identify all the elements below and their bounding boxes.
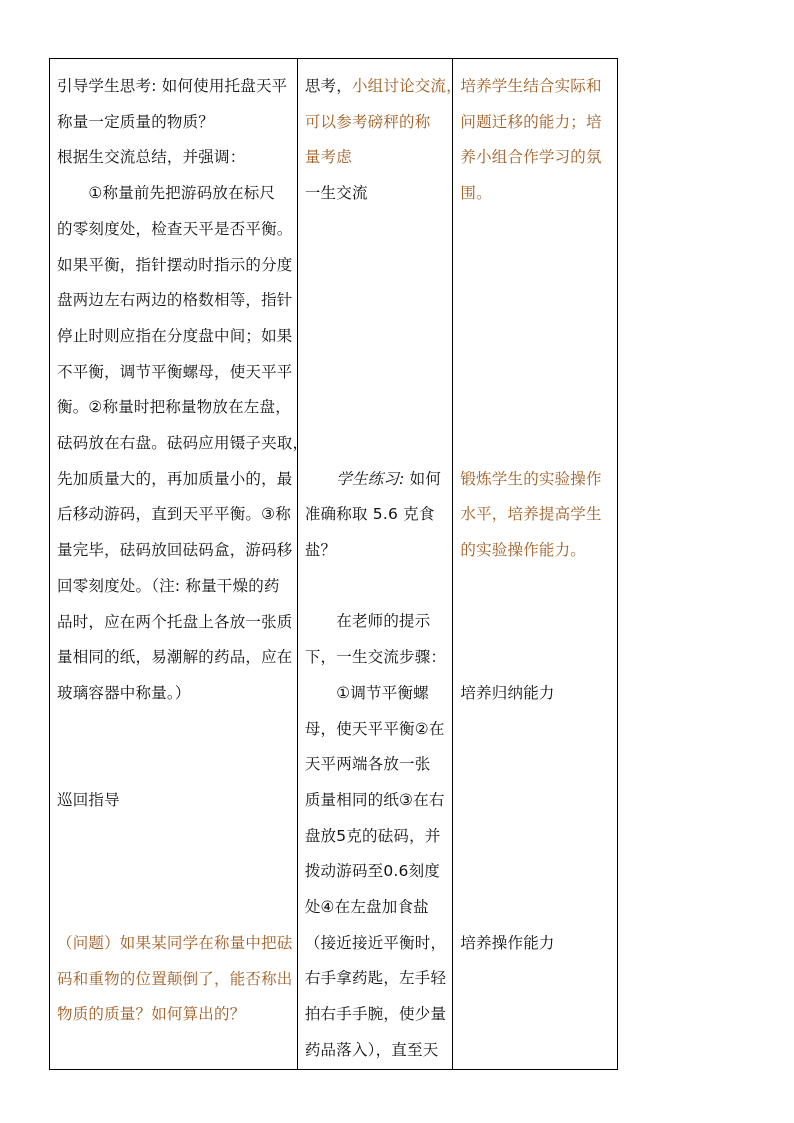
text-line: 后移动游码，直到天平平衡。③称 — [57, 505, 291, 524]
goal-line: 养小组合作学习的氛 — [460, 148, 602, 167]
question-line: 物质的质量？如何算出的？ — [57, 1005, 246, 1024]
goal-line: 的实验操作能力。 — [460, 541, 587, 560]
text-line: 可以参考磅秤的称 — [304, 112, 431, 131]
spacer — [460, 569, 611, 605]
text-line: 量考虑 — [304, 148, 352, 167]
spacer — [305, 426, 447, 462]
practice-text: 如何 — [404, 469, 442, 488]
text-line: 母，使天平平衡②在 — [304, 719, 445, 738]
text-line: 拨动游码至0.6刻度 — [304, 862, 441, 881]
spacer — [460, 426, 611, 462]
spacer — [57, 854, 291, 890]
goal-line: 培养归纳能力 — [460, 683, 555, 702]
text-line: 下，一生交流步骤： — [304, 648, 447, 667]
text-line: 拍右手手腕，使少量 — [304, 1005, 447, 1024]
text-line: 回零刻度处。（注: 称量干燥的药 — [57, 576, 280, 595]
spacer — [460, 783, 611, 819]
spacer — [460, 248, 611, 284]
practice-label: 学生练习: — [336, 469, 405, 488]
text-line: 停止时则应指在分度盘中间；如果 — [57, 326, 293, 345]
text-line: 药品落入），直至天 — [304, 1040, 439, 1059]
text-line: 衡。②称量时把称量物放在左盘， — [57, 398, 291, 417]
goal-line: 问题迁移的能力；培 — [460, 112, 602, 131]
teacher-activity-cell — [50, 59, 309, 1070]
text-line: 盘两边左右两边的格数相等，指针 — [57, 291, 293, 310]
text-line: 盐？ — [304, 541, 337, 560]
spacer — [305, 212, 447, 248]
spacer — [305, 355, 447, 391]
spacer — [460, 640, 611, 676]
text-line: 玻璃容器中称量。） — [57, 683, 191, 702]
text-line — [304, 69, 462, 105]
student-activity-cell — [297, 59, 462, 1070]
spacer — [460, 355, 611, 391]
spacer — [305, 390, 447, 426]
spacer — [460, 604, 611, 640]
spacer — [57, 819, 291, 855]
spacer — [305, 319, 447, 355]
spacer — [460, 212, 611, 248]
text-line: 盘放5克的砝码，并 — [304, 826, 441, 845]
text-line: 称量一定质量的物质？ — [57, 112, 215, 131]
question-line: 码和重物的位置颠倒了，能否称出 — [57, 969, 293, 988]
text-line: 处④在左盘加食盐 — [304, 898, 429, 917]
text-line: 右手拿药匙，左手轻 — [304, 969, 447, 988]
text-line: 如果平衡，指针摆动时指示的分度 — [57, 255, 293, 274]
patrol-guidance-text: 巡回指导 — [57, 791, 120, 810]
spacer — [460, 390, 611, 426]
spacer — [305, 569, 447, 605]
text-line: 质量相同的纸③在右 — [304, 790, 445, 809]
spacer — [460, 819, 611, 855]
text-line: 砝码放在右盘。砝码应用镊子夹取， — [57, 434, 309, 453]
goal-line: 锻炼学生的实验操作 — [460, 469, 602, 488]
goal-line: 围。 — [460, 184, 492, 203]
spacer — [305, 248, 447, 284]
text-line: 不平衡，调节平衡螺母，使天平平 — [57, 362, 293, 381]
text-line: 量完毕，砝码放回砝码盒，游码移 — [57, 541, 293, 560]
text-line: 天平两端各放一张 — [304, 755, 431, 774]
text-line: 的零刻度处，检查天平是否平衡。 — [57, 219, 293, 238]
text-line: ①称量前先把游码放在标尺 — [57, 184, 276, 203]
spacer — [57, 712, 291, 748]
goal-line: 水平，培养提高学生 — [460, 505, 602, 524]
text-line: 准确称取 5.6 克食 — [304, 505, 435, 524]
goal-line: 培养学生结合实际和 — [460, 77, 602, 95]
spacer — [460, 890, 611, 926]
lesson-plan-table — [49, 58, 618, 1070]
group-discussion-text: 小组讨论交流， — [351, 77, 462, 95]
spacer — [460, 283, 611, 319]
question-line: （问题）如果某同学在称量中把砝 — [57, 933, 293, 952]
text-line: 先加质量大的，再加质量小的，最 — [57, 469, 293, 488]
text-line: ①调节平衡螺 — [304, 683, 429, 702]
text-line: 根据生交流总结，并强调： — [57, 148, 246, 167]
spacer — [305, 283, 447, 319]
spacer — [460, 854, 611, 890]
text-line: 量相同的纸，易潮解的药品，应在 — [57, 648, 293, 667]
spacer — [460, 319, 611, 355]
goal-line: 培养操作能力 — [460, 933, 555, 952]
text-line: （接近接近平衡时， — [304, 933, 447, 952]
spacer — [460, 747, 611, 783]
spacer — [460, 712, 611, 748]
text-line: 引导学生思考: 如何使用托盘天平 — [57, 77, 288, 95]
text-line: 一生交流 — [304, 184, 368, 203]
spacer — [57, 890, 291, 926]
design-intent-cell — [453, 59, 618, 1070]
table-row — [50, 59, 618, 1070]
text-line: 品时，应在两个托盘上各放一张质 — [57, 612, 293, 631]
text-line: 在老师的提示 — [304, 612, 431, 631]
text-line — [305, 462, 447, 498]
spacer — [57, 747, 291, 783]
think-text: 思考， — [304, 77, 352, 95]
